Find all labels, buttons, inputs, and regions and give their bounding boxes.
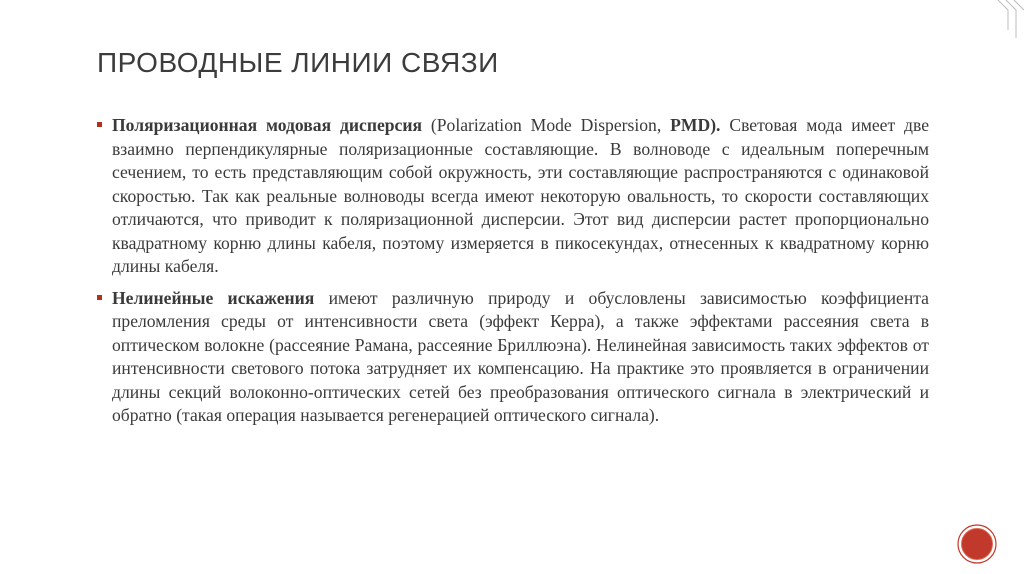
square-bullet-icon [97,295,102,300]
nonlinear-description: имеют различную природу и обусловлены зависимостью коэффициента преломления среды от интенсивности света (эффект Керра), а также эффектами рассеяния света в оптическом волокне (рассеяние Рамана, рассеяние Бриллюэна). Нелинейная зависимость таких эффектов от интенсивности светового потока затрудняет их компенсацию. На практике это проявляется в ограничении длины секций волоконно-оптических сетей без преобразования оптического сигнала в электрический и обратно (такая операция называется регенерацией оптического сигнала). [112,287,929,425]
pmd-description: Световая мода имеет две взаимно перпендикулярные поляризационные составляющие. В волноводе с идеальным поперечным сечением, то есть представляющим собой окружность, эти составляющие распространяются с одинаковой скоростью. Так как реальные волноводы всегда имеют некоторую овальность, то скорости составляющих отличаются, что приводит к поляризационной дисперсии. Этот вид дисперсии растет пропорционально квадратному корню длины кабеля, поэтому измеряется в пикосекундах, отнесенных к квадратному корню длины кабеля. [112,115,930,276]
term-nonlinear: Нелинейные искажения [112,287,315,308]
square-bullet-icon [97,122,102,127]
next-slide-circle-icon[interactable] [957,524,997,564]
pmd-abbr: PMD). [670,115,721,135]
bullet-list [97,114,929,436]
corner-chevrons-decoration [984,0,1024,44]
term-pmd: Поляризационная модовая дисперсия [112,115,423,135]
bullet-item-nonlinear [97,287,929,428]
slide-title: ПРОВОДНЫЕ ЛИНИИ СВЯЗИ [97,47,499,78]
bullet-item-pmd [97,114,929,279]
pmd-paren: (Polarization Mode Dispersion, [422,115,671,135]
